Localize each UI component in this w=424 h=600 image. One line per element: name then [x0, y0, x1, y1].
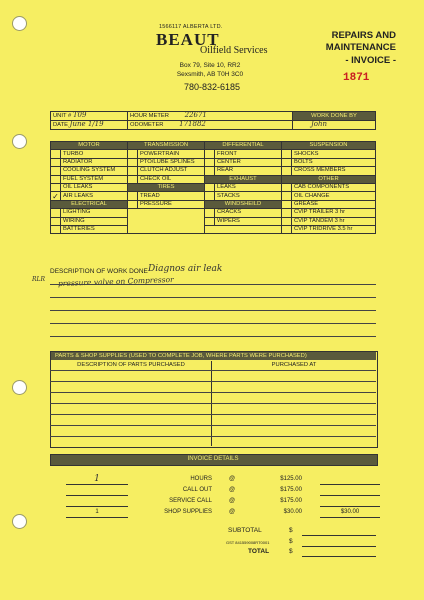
- checkbox-shocks[interactable]: [282, 150, 292, 158]
- checkbox-rear[interactable]: [205, 167, 215, 175]
- shop-supplies-at: @: [228, 509, 236, 515]
- invoice-row-hours: [66, 474, 380, 485]
- item-cvip-trailer: CVIP TRAILER 3 hr: [292, 209, 376, 217]
- unit-value: T09: [72, 111, 87, 119]
- shop-supplies-qty[interactable]: 1: [66, 507, 128, 518]
- hours-label: HOURS: [190, 476, 212, 483]
- date-label: DATE: [53, 122, 69, 128]
- hours-qty[interactable]: 1: [66, 474, 128, 485]
- total-line[interactable]: [302, 556, 376, 557]
- item-pressure: PRESSURE: [138, 200, 205, 208]
- work-description-line-1[interactable]: Diagnos air leak: [148, 264, 223, 274]
- company-logo: BEAUT: [156, 30, 220, 49]
- item-shocks: SHOCKS: [292, 150, 376, 158]
- item-grease: GREASE: [292, 200, 376, 208]
- margin-note: RLR: [32, 276, 46, 283]
- work-done-by-cell[interactable]: [293, 121, 376, 130]
- item-tread: TREAD: [138, 192, 205, 200]
- call-out-label: CALL OUT: [182, 487, 212, 493]
- item-cross-members: CROSS MEMBERS: [292, 167, 376, 175]
- work-line-3: [50, 310, 376, 311]
- date-value: June 1/19: [69, 120, 104, 128]
- hour-meter-label: HOUR METER: [130, 113, 169, 119]
- call-out-qty[interactable]: [66, 485, 128, 496]
- checkbox-cooling[interactable]: [51, 167, 61, 175]
- checkbox-wiring[interactable]: [51, 217, 61, 225]
- item-rear: REAR: [215, 167, 282, 175]
- gst-label: GST 841559008RT0001: [226, 540, 270, 545]
- checkbox-cvip-tandem[interactable]: [282, 217, 292, 225]
- item-wipers: WIPERS: [215, 217, 282, 225]
- checkbox-grease[interactable]: [282, 200, 292, 208]
- service-call-amount[interactable]: [320, 496, 380, 507]
- date-cell[interactable]: [51, 121, 128, 130]
- item-wiring: WIRING: [61, 217, 128, 225]
- work-line-4: [50, 323, 376, 324]
- item-oil-change: OIL CHANGE: [292, 192, 376, 200]
- odometer-cell[interactable]: [128, 121, 293, 130]
- other-header: OTHER: [282, 175, 376, 183]
- service-call-rate: $175.00: [280, 498, 302, 504]
- checkbox-oil-change[interactable]: [282, 192, 292, 200]
- work-line-5: [50, 336, 376, 337]
- checkbox-powertrain[interactable]: [128, 150, 138, 158]
- item-pto: PTO/LUBE SPLINES: [138, 158, 205, 166]
- doc-title-2: MAINTENANCE: [325, 42, 396, 53]
- invoice-lines: [66, 474, 380, 518]
- item-cvip-tandem: CVIP TANDEM 3 hr: [292, 217, 376, 225]
- invoice-number: 1871: [343, 72, 370, 84]
- parts-row-line: [50, 392, 376, 393]
- checkbox-pressure[interactable]: [128, 200, 138, 208]
- parts-col-description: DESCRIPTION OF PARTS PURCHASED: [77, 362, 185, 368]
- unit-header-table: [50, 111, 376, 130]
- checkbox-clutch[interactable]: [128, 167, 138, 175]
- subtotal-label: SUBTOTAL: [228, 527, 262, 534]
- item-check-oil: CHECK OIL: [138, 175, 205, 183]
- item-powertrain: POWERTRAIN: [138, 150, 205, 158]
- checkbox-pto[interactable]: [128, 158, 138, 166]
- work-description-line-2[interactable]: pressure valve on Compressor: [57, 274, 174, 289]
- checkbox-tread[interactable]: [128, 192, 138, 200]
- company-address-1: Box 79, Site 10, RR2: [179, 62, 241, 69]
- parts-row-line: [50, 414, 376, 415]
- invoice-details-title: INVOICE DETAILS: [187, 456, 239, 462]
- total-dollar: $: [289, 548, 293, 555]
- parts-row-line: [50, 370, 376, 371]
- parts-row-line: [50, 403, 376, 404]
- item-cracks: CRACKS: [215, 209, 282, 217]
- blank-cell: [128, 209, 205, 217]
- item-air-leaks: AIR LEAKS: [61, 192, 128, 200]
- item-radiator: RADIATOR: [61, 158, 128, 166]
- checkbox-batteries[interactable]: [51, 225, 61, 233]
- call-out-amount[interactable]: [320, 485, 380, 496]
- odometer-value: 171882: [179, 120, 206, 128]
- checkbox-fuel[interactable]: [51, 175, 61, 183]
- service-call-label: SERVICE CALL: [169, 498, 212, 504]
- shop-supplies-label: SHOP SUPPLIES: [164, 509, 212, 515]
- checkbox-center[interactable]: [205, 158, 215, 166]
- checklist-table: [50, 141, 376, 234]
- hour-meter-cell[interactable]: [128, 112, 293, 121]
- company-address-2: Sexsmith, AB T0H 3C0: [176, 71, 244, 78]
- item-cvip-tridrive: CVIP TRIDRIVE 3.5 hr: [292, 225, 376, 233]
- work-line-2: [50, 297, 376, 298]
- item-lighting: LIGHTING: [61, 209, 128, 217]
- item-fuel: FUEL SYSTEM: [61, 175, 128, 183]
- checkbox-bolts[interactable]: [282, 158, 292, 166]
- motor-header: MOTOR: [51, 142, 128, 150]
- item-cab: CAB COMPONENTS: [292, 183, 376, 191]
- shop-supplies-rate: $30.00: [283, 509, 302, 515]
- company-phone: 780-832-6185: [184, 82, 241, 92]
- total-label: TOTAL: [248, 548, 270, 555]
- item-oil-leaks: OIL LEAKS: [61, 183, 128, 191]
- checkbox-exhaust-leaks[interactable]: [205, 183, 215, 191]
- service-call-at: @: [228, 498, 236, 504]
- windshield-header: WINDSHEILD: [205, 200, 282, 208]
- unit-label: UNIT #: [53, 113, 72, 119]
- call-out-at: @: [228, 487, 236, 493]
- company-subtitle: Oilfield Services: [200, 45, 268, 56]
- parts-title: PARTS & SHOP SUPPLIES (USED TO COMPLETE JOB, WHERE PARTS WERE PURCHASED): [51, 352, 376, 360]
- work-line-1: [50, 284, 376, 285]
- work-description-label: DESCRIPTION OF WORK DONE: [50, 268, 148, 275]
- odometer-label: ODOMETER: [130, 122, 164, 128]
- doc-title-1: REPAIRS AND: [331, 30, 396, 41]
- item-bolts: BOLTS: [292, 158, 376, 166]
- electrical-header: ELECTRICAL: [51, 200, 128, 208]
- subtotal-dollar: $: [289, 527, 293, 534]
- invoice-row-call-out: [66, 485, 380, 496]
- shop-supplies-amount[interactable]: $30.00: [320, 507, 380, 518]
- call-out-rate: $175.00: [280, 487, 302, 493]
- subtotal-line[interactable]: [302, 535, 376, 536]
- item-turbo: TURBO: [61, 150, 128, 158]
- checkbox-radiator[interactable]: [51, 158, 61, 166]
- company-number: 1566117 ALBERTA LTD.: [159, 24, 223, 30]
- parts-row-line: [50, 425, 376, 426]
- checkbox-cvip-trailer[interactable]: [282, 209, 292, 217]
- parts-col-purchased-at: PURCHASED AT: [271, 362, 317, 368]
- checkbox-wipers[interactable]: [205, 217, 215, 225]
- hour-meter-value: 22671: [184, 111, 207, 119]
- tires-header: TIRES: [128, 183, 205, 191]
- service-call-qty[interactable]: [66, 496, 128, 507]
- exhaust-header: EXHAUST: [205, 175, 282, 183]
- blank-cell: [205, 225, 282, 233]
- checkbox-lighting[interactable]: [51, 209, 61, 217]
- hours-rate: $125.00: [280, 476, 302, 483]
- checkbox-cvip-tridrive[interactable]: [282, 225, 292, 233]
- checkbox-stacks[interactable]: [205, 192, 215, 200]
- checkbox-cracks[interactable]: [205, 209, 215, 217]
- item-center: CENTER: [215, 158, 282, 166]
- invoice-row-shop-supplies: [66, 507, 380, 518]
- item-cooling: COOLING SYSTEM: [61, 167, 128, 175]
- doc-title-3: - INVOICE -: [345, 55, 396, 66]
- punch-hole-2: [12, 134, 27, 149]
- checkbox-air-leaks[interactable]: ✓: [52, 191, 59, 201]
- invoice-row-service-call: [66, 496, 380, 507]
- blank-cell: [128, 217, 205, 225]
- checkbox-cross-members[interactable]: [282, 167, 292, 175]
- checkbox-oil-leaks[interactable]: [51, 183, 61, 191]
- work-done-by-header: WORK DONE BY: [293, 112, 376, 121]
- work-done-by-value: John: [311, 120, 328, 128]
- item-front: FRONT: [215, 150, 282, 158]
- checkbox-cab[interactable]: [282, 183, 292, 191]
- item-stacks: STACKS: [215, 192, 282, 200]
- transmission-header: TRANSMISSION: [128, 142, 205, 150]
- suspension-header: SUSPENSION: [282, 142, 376, 150]
- gst-line[interactable]: [302, 546, 376, 547]
- item-exhaust-leaks: LEAKS: [215, 183, 282, 191]
- item-batteries: BATTERIES: [61, 225, 128, 233]
- blank-cell: [128, 225, 205, 233]
- hours-at: @: [228, 476, 236, 483]
- parts-row-line: [50, 381, 376, 382]
- punch-hole-4: [12, 514, 27, 529]
- parts-row-line: [50, 436, 376, 437]
- differential-header: DIFFERENTIAL: [205, 142, 282, 150]
- punch-hole-3: [12, 380, 27, 395]
- checkbox-front[interactable]: [205, 150, 215, 158]
- checkbox-turbo[interactable]: [51, 150, 61, 158]
- gst-dollar: $: [289, 538, 293, 545]
- punch-hole-1: [12, 16, 27, 31]
- checkbox-check-oil[interactable]: [128, 175, 138, 183]
- hours-amount[interactable]: [320, 474, 380, 485]
- item-clutch: CLUTCH ADJUST: [138, 167, 205, 175]
